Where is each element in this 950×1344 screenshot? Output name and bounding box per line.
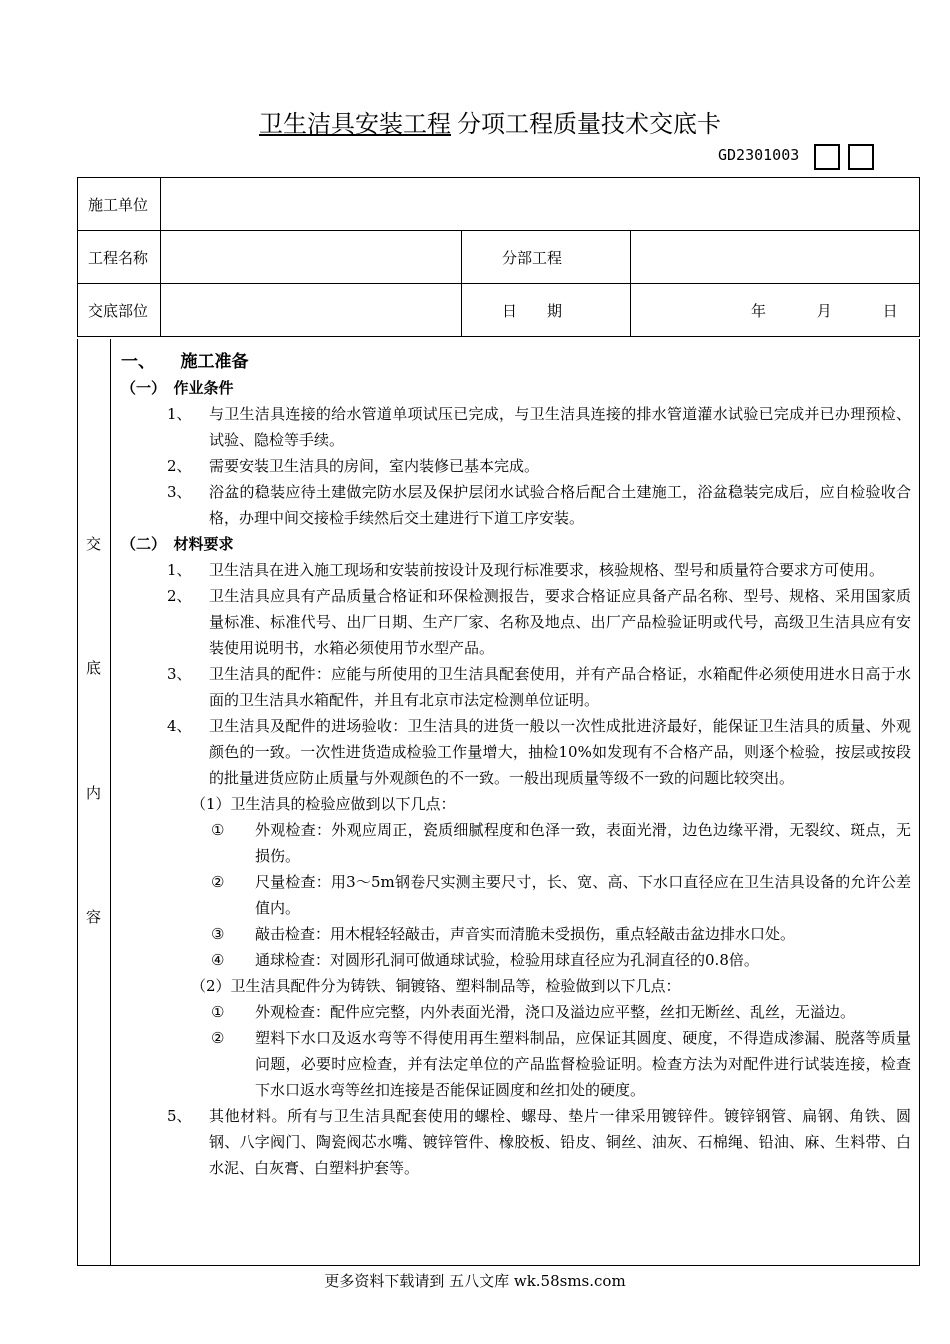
side-label-column [78, 339, 111, 1265]
list-item: ② 塑料下水口及返水弯等不得使用再生塑料制品，应保证其圆度、硬度，不得造成渗漏、脱落等质量问题，必要时应检查，并有法定单位的产品监督检验证明。检查方法为对配件进行试装连接，检查下水口返水弯等丝扣连接是否能保证圆度和丝扣处的硬度。 [211, 1029, 911, 1099]
list-item: ① 外观检查：外观应周正，瓷质细腻程度和色泽一致，表面光滑，边色边缘平滑，无裂纹、斑点，无损伤。 [211, 821, 911, 865]
side-label: 底 [86, 659, 102, 677]
project-label: 工程名称 [78, 231, 161, 284]
month-label: 月 [816, 301, 832, 320]
date-label: 日 期 [462, 284, 631, 337]
unit-label: 施工单位 [78, 178, 161, 231]
list-item: 1、 与卫生洁具连接的给水管道单项试压已完成，与卫生洁具连接的排水管道灌水试验已完成并已办理预检、试验、隐检等手续。 [167, 405, 911, 449]
sub-heading: （1）卫生洁具的检验应做到以下几点： [191, 795, 456, 813]
list-item: ① 外观检查：配件应完整，内外表面光滑，浇口及溢边应平整，丝扣无断丝、乱丝，无溢边。 [211, 1003, 856, 1021]
content-text [121, 349, 911, 1181]
checkbox-1[interactable] [814, 144, 840, 170]
list-item: 3、 浴盆的稳装应待土建做完防水层及保护层闭水试验合格后配合土建施工，浴盆稳装完成后，应自检验收合格，办理中间交接检手续然后交土建进行下道工序安装。 [167, 483, 911, 527]
list-item: 5、 其他材料。所有与卫生洁具配套使用的螺栓、螺母、垫片一律采用镀锌件。镀锌钢管、扁钢、角铁、圆钢、八字阀门、陶瓷阀芯水嘴、镀锌管件、橡胶板、铅皮、铜丝、油灰、石棉绳、铅油、麻、生料带、白水泥、白灰膏、白塑料护套等。 [167, 1107, 911, 1177]
subproject-value[interactable] [631, 231, 920, 284]
document-title [0, 104, 950, 139]
project-value[interactable] [161, 231, 462, 284]
title-underlined: 卫生洁具安装工程 [259, 110, 451, 138]
list-item: 2、 卫生洁具应具有产品质量合格证和环保检测报告，要求合格证应具备产品名称、型号、规格、采用国家质量标准、标准代号、出厂日期、生产厂家、名称及地点、出厂产品检验证明或代号，高级卫生洁具应有安装使用说明书，水箱必须使用节水型产品。 [167, 587, 911, 657]
date-value[interactable] [631, 284, 920, 337]
list-item: ④ 通球检查：对圆形孔洞可做通球试验，检验用球直径应为孔洞直径的0.8倍。 [211, 951, 759, 969]
side-label: 交 [86, 535, 102, 553]
footer-text: 更多资料下载请到 五八文库 wk.58sms.com [324, 1272, 626, 1290]
list-item: ② 尺量检查：用3～5m钢卷尺实测主要尺寸，长、宽、高、下水口直径应在卫生洁具设备的允许公差值内。 [211, 873, 911, 917]
document-code: GD2301003 [718, 146, 800, 164]
title-rest: 分项工程质量技术交底卡 [457, 110, 721, 138]
part-value[interactable] [161, 284, 462, 337]
part-label: 交底部位 [78, 284, 161, 337]
unit-value[interactable] [161, 178, 920, 231]
year-label: 年 [751, 301, 767, 320]
list-item: 2、 需要安装卫生洁具的房间，室内装修已基本完成。 [167, 457, 540, 475]
side-label: 容 [86, 908, 102, 926]
list-item: 3、 卫生洁具的配件：应能与所使用的卫生洁具配套使用，并有产品合格证，水箱配件必须使用进水日高于水面的卫生洁具水箱配件，并且有北京市法定检测单位证明。 [167, 665, 911, 709]
section-heading: 一、 施工准备 [121, 352, 249, 372]
content-area [77, 339, 920, 1266]
day-label: 日 [882, 301, 898, 320]
side-label: 内 [86, 784, 102, 802]
checkbox-2[interactable] [848, 144, 874, 170]
sub-heading: （2）卫生洁具配件分为铸铁、铜镀铬、塑料制品等，检验做到以下几点： [191, 977, 681, 995]
subsection-heading: （一） 作业条件 [121, 379, 234, 397]
list-item: ③ 敲击检查：用木棍轻轻敲击，声音实而清脆未受损伤，重点轻敲击盆边排水口处。 [211, 925, 796, 943]
header-table [77, 177, 920, 337]
list-item: 1、 卫生洁具在进入施工现场和安装前按设计及现行标准要求，核验规格、型号和质量符合要求方可使用。 [167, 561, 885, 579]
list-item: 4、 卫生洁具及配件的进场验收：卫生洁具的进货一般以一次性成批进济最好，能保证卫生洁具的质量、外观颜色的一致。一次性进货造成检验工作量增大，抽检10%如发现有不合格产品，则逐个检验，按层或按段的批量进货应防止质量与外观颜色的不一致。一般出现质量等级不一致的问题比较突出。 [167, 717, 911, 787]
subsection-heading: （二） 材料要求 [121, 535, 234, 553]
subproject-label: 分部工程 [462, 231, 631, 284]
